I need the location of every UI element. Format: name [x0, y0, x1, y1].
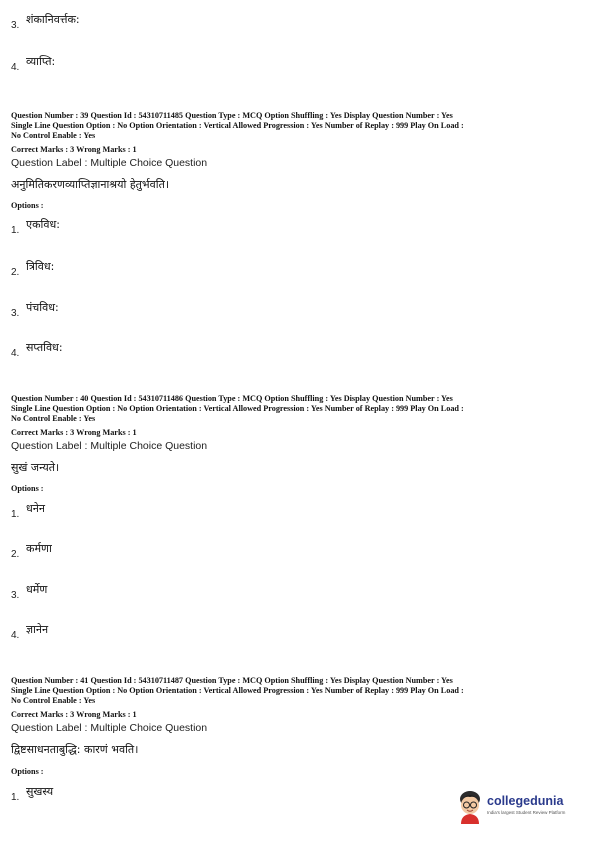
mascot-icon	[455, 788, 485, 824]
option-text: धर्मेण	[26, 583, 48, 596]
question-text: अनुमितिकरणव्याप्तिज्ञानाश्रयो हेतुर्भवति।	[11, 178, 170, 191]
meta-line: Question Number : 40 Question Id : 54310711486 Question Type : MCQ Option Shuffling : Yes Display Question Number : Yes	[11, 394, 453, 403]
option-text: सप्तविध:	[26, 341, 63, 354]
option-number: 4.	[11, 62, 20, 73]
meta-line: Question Number : 41 Question Id : 54310711487 Question Type : MCQ Option Shuffling : Yes Display Question Number : Yes	[11, 676, 453, 685]
question-label: Question Label : Multiple Choice Question	[11, 722, 208, 734]
question-label: Question Label : Multiple Choice Question	[11, 440, 208, 452]
option-text: सुखस्य	[26, 785, 54, 798]
collegedunia-logo	[455, 788, 575, 824]
question-meta	[11, 676, 586, 706]
option-number: 3.	[11, 308, 20, 319]
meta-line: No Control Enable : Yes	[11, 696, 96, 705]
meta-line: Single Line Question Option : No Option Orientation : Vertical Allowed Progression : Yes Number of Replay : 999 Play On Load :	[11, 404, 464, 413]
option-number: 1.	[11, 792, 20, 803]
options-heading: Options :	[11, 767, 44, 776]
option-text: शंकानिवर्त्तक:	[26, 13, 80, 26]
question-text: द्विष्टसाधनताबुद्धि: कारणं भवति।	[11, 743, 139, 756]
question-marks: Correct Marks : 3 Wrong Marks : 1	[11, 145, 137, 154]
option-number: 4.	[11, 630, 20, 641]
meta-line: Single Line Question Option : No Option Orientation : Vertical Allowed Progression : Yes Number of Replay : 999 Play On Load :	[11, 121, 464, 130]
question-label: Question Label : Multiple Choice Question	[11, 157, 208, 169]
meta-line: Single Line Question Option : No Option Orientation : Vertical Allowed Progression : Yes Number of Replay : 999 Play On Load :	[11, 686, 464, 695]
logo-brand: collegedunia	[487, 794, 564, 808]
option-text: व्याप्ति:	[26, 55, 56, 68]
logo-tagline: India's largest Student Review Platform	[487, 810, 566, 815]
option-number: 2.	[11, 267, 20, 278]
option-number: 1.	[11, 225, 20, 236]
option-text: धनेन	[26, 502, 45, 515]
option-text: एकविध:	[26, 218, 60, 231]
option-number: 2.	[11, 549, 20, 560]
option-text: त्रिविध:	[26, 260, 55, 273]
option-number: 4.	[11, 348, 20, 359]
meta-line: No Control Enable : Yes	[11, 414, 96, 423]
options-heading: Options :	[11, 484, 44, 493]
question-meta	[11, 111, 586, 141]
question-marks: Correct Marks : 3 Wrong Marks : 1	[11, 710, 137, 719]
option-number: 3.	[11, 590, 20, 601]
option-text: ज्ञानेन	[26, 623, 49, 636]
option-number: 1.	[11, 509, 20, 520]
question-text: सुखं जन्यते।	[11, 461, 60, 474]
question-meta	[11, 394, 586, 424]
options-heading: Options :	[11, 201, 44, 210]
meta-line: Question Number : 39 Question Id : 54310711485 Question Type : MCQ Option Shuffling : Yes Display Question Number : Yes	[11, 111, 453, 120]
option-number: 3.	[11, 20, 20, 31]
option-text: पंचविध:	[26, 301, 59, 314]
meta-line: No Control Enable : Yes	[11, 131, 96, 140]
question-marks: Correct Marks : 3 Wrong Marks : 1	[11, 428, 137, 437]
option-text: कर्मणा	[26, 542, 52, 555]
